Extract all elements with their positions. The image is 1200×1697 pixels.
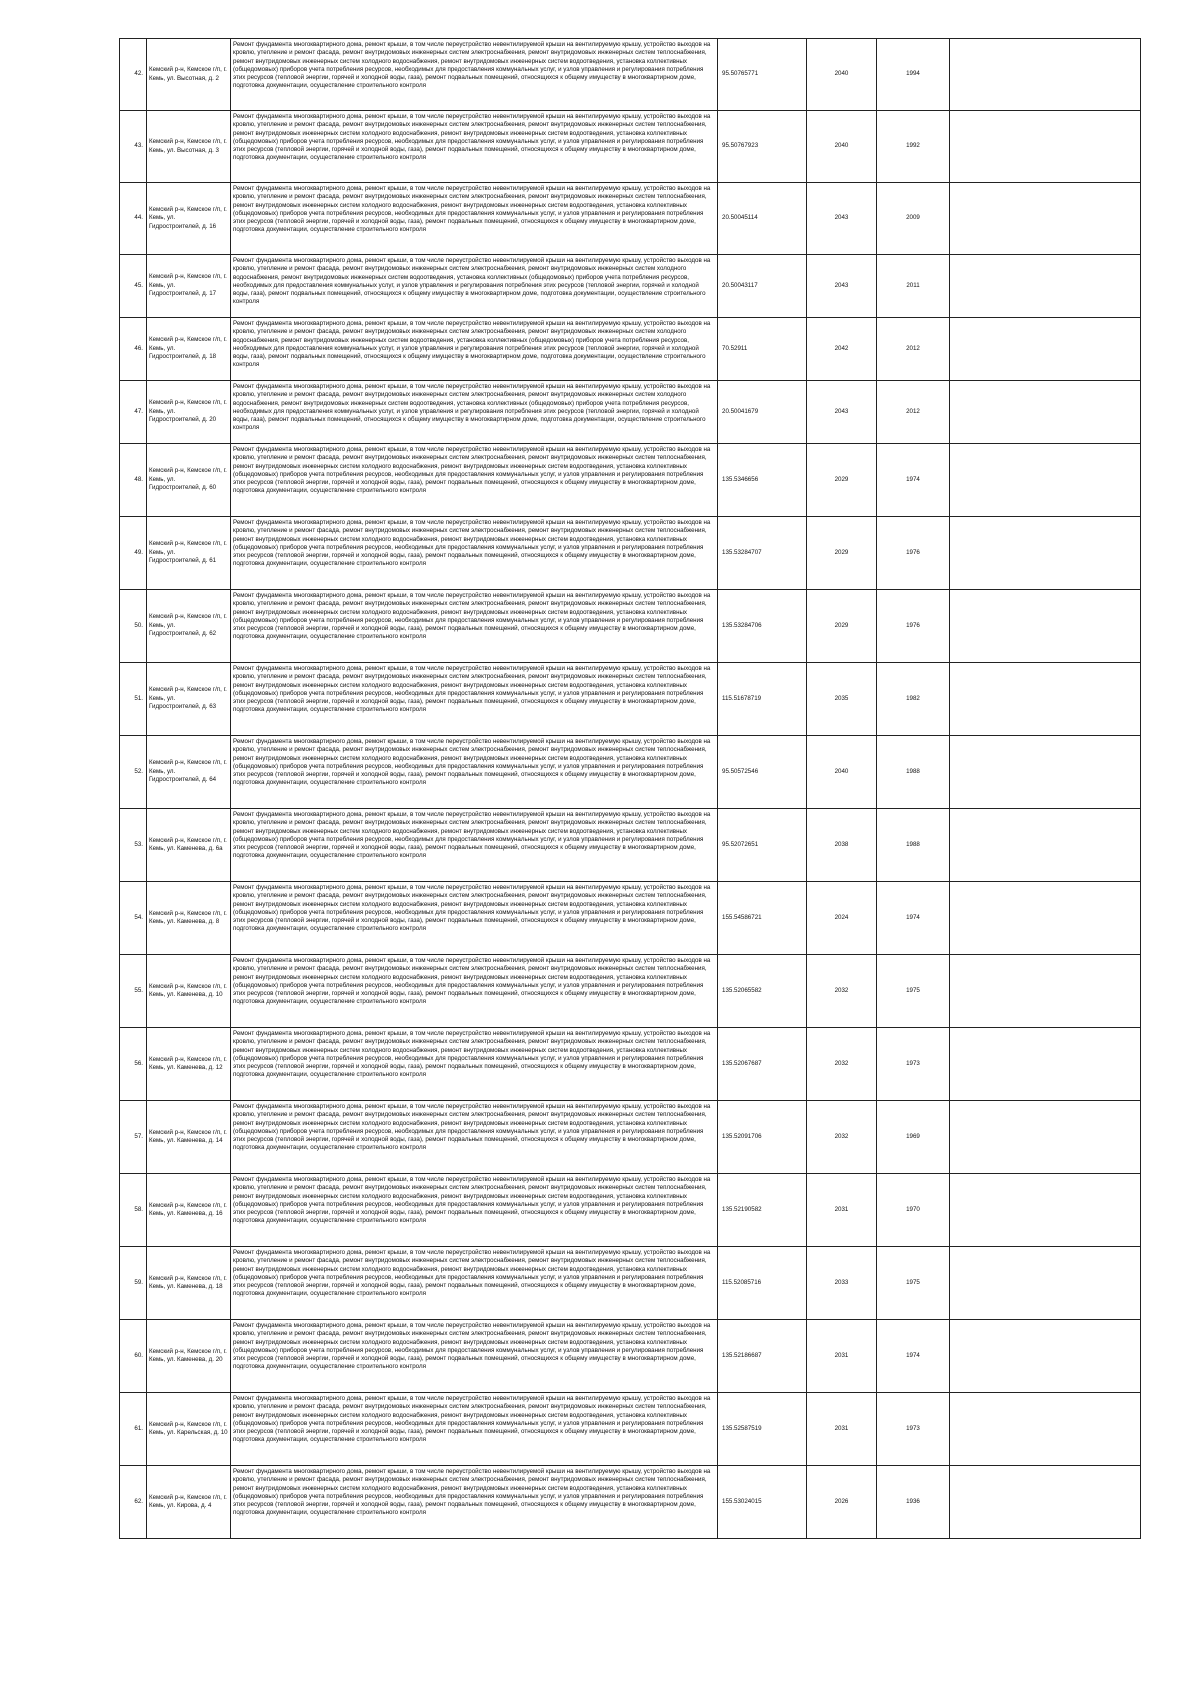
table-row (120, 183, 1141, 255)
table-body (120, 39, 1141, 1539)
table-row (120, 1393, 1141, 1466)
planned-year-cell: 2040 (807, 736, 877, 809)
planned-year-cell: 2042 (807, 318, 877, 381)
works-description-cell: Ремонт фундамента многоквартирного дома, ремонт крыши, в том числе переустройство невентилируемой крыши на вентилируемую крышу, устройство выходов на кровлю, утепление и ремонт фасада, ремонт внутридомовых инженерных систем электроснабжения, ремонт внутридомовых инженерных систем теплоснабжения, ремонт внутридомовых инженерных систем холодного водоснабжения, ремонт внутридомовых инженерных систем водоотведения, установка коллективных (общедомовых) приборов учета потребления ресурсов, необходимых для предоставления коммунальных услуг, и узлов управления и регулирования потребления этих ресурсов (тепловой энергии, горячей и холодной воды, газа), ремонт подвальных помещений, относящихся к общему имуществу в многоквартирном доме, подготовка документации, осуществление строительного контроля (231, 1028, 718, 1101)
commission-year-cell: 1976 (877, 517, 950, 590)
table-row (120, 381, 1141, 444)
planned-year-cell: 2032 (807, 955, 877, 1028)
works-description-cell: Ремонт фундамента многоквартирного дома, ремонт крыши, в том числе переустройство невентилируемой крыши на вентилируемую крышу, устройство выходов на кровлю, утепление и ремонт фасада, ремонт внутридомовых инженерных систем электроснабжения, ремонт внутридомовых инженерных систем холодного водоснабжения, ремонт внутридомовых инженерных систем водоотведения, установка коллективных (общедомовых) приборов учета потребления ресурсов, необходимых для предоставления коммунальных услуг, и узлов управления и регулирования потребления этих ресурсов (тепловой энергии, горячей и холодной воды, газа), ремонт подвальных помещений, относящихся к общему имуществу в многоквартирном доме, подготовка документации, осуществление строительного контроля (231, 318, 718, 381)
address-cell: Кемский р-н, Кемское г/п, г. Кемь, ул. Гидростроителей, д. 60 (147, 444, 231, 517)
row-number: 51. (120, 663, 147, 736)
planned-year-cell: 2040 (807, 39, 877, 111)
planned-year-cell: 2031 (807, 1320, 877, 1393)
table-row (120, 1174, 1141, 1247)
empty-cell (950, 1247, 1141, 1320)
cost-cell: 70.52911 (718, 318, 807, 381)
works-description-cell: Ремонт фундамента многоквартирного дома, ремонт крыши, в том числе переустройство невентилируемой крыши на вентилируемую крышу, устройство выходов на кровлю, утепление и ремонт фасада, ремонт внутридомовых инженерных систем электроснабжения, ремонт внутридомовых инженерных систем теплоснабжения, ремонт внутридомовых инженерных систем холодного водоснабжения, ремонт внутридомовых инженерных систем водоотведения, установка коллективных (общедомовых) приборов учета потребления ресурсов, необходимых для предоставления коммунальных услуг, и узлов управления и регулирования потребления этих ресурсов (тепловой энергии, горячей и холодной воды, газа), ремонт подвальных помещений, относящихся к общему имуществу в многоквартирном доме, подготовка документации, осуществление строительного контроля (231, 1174, 718, 1247)
row-number: 60. (120, 1320, 147, 1393)
table-row (120, 111, 1141, 183)
address-cell: Кемский р-н, Кемское г/п, г. Кемь, ул. Каменева, д. 14 (147, 1101, 231, 1174)
table-row (120, 255, 1141, 318)
empty-cell (950, 517, 1141, 590)
empty-cell (950, 1174, 1141, 1247)
table-row (120, 809, 1141, 882)
commission-year-cell: 1982 (877, 663, 950, 736)
planned-year-cell: 2032 (807, 1101, 877, 1174)
row-number: 53. (120, 809, 147, 882)
commission-year-cell: 1988 (877, 809, 950, 882)
cost-cell: 135.52065582 (718, 955, 807, 1028)
address-cell: Кемский р-н, Кемское г/п, г. Кемь, ул. Гидростроителей, д. 16 (147, 183, 231, 255)
cost-cell: 20.50043117 (718, 255, 807, 318)
address-cell: Кемский р-н, Кемское г/п, г. Кемь, ул. Гидростроителей, д. 18 (147, 318, 231, 381)
planned-year-cell: 2029 (807, 517, 877, 590)
works-description-cell: Ремонт фундамента многоквартирного дома, ремонт крыши, в том числе переустройство невентилируемой крыши на вентилируемую крышу, устройство выходов на кровлю, утепление и ремонт фасада, ремонт внутридомовых инженерных систем электроснабжения, ремонт внутридомовых инженерных систем теплоснабжения, ремонт внутридомовых инженерных систем холодного водоснабжения, ремонт внутридомовых инженерных систем водоотведения, установка коллективных (общедомовых) приборов учета потребления ресурсов, необходимых для предоставления коммунальных услуг, и узлов управления и регулирования потребления этих ресурсов (тепловой энергии, горячей и холодной воды, газа), ремонт подвальных помещений, относящихся к общему имуществу в многоквартирном доме, подготовка документации, осуществление строительного контроля (231, 1393, 718, 1466)
cost-cell: 155.54586721 (718, 882, 807, 955)
empty-cell (950, 1466, 1141, 1539)
planned-year-cell: 2029 (807, 590, 877, 663)
table-row (120, 517, 1141, 590)
address-cell: Кемский р-н, Кемское г/п, г. Кемь, ул. Каменева, д. 18 (147, 1247, 231, 1320)
empty-cell (950, 318, 1141, 381)
table-row (120, 590, 1141, 663)
empty-cell (950, 183, 1141, 255)
works-description-cell: Ремонт фундамента многоквартирного дома, ремонт крыши, в том числе переустройство невентилируемой крыши на вентилируемую крышу, устройство выходов на кровлю, утепление и ремонт фасада, ремонт внутридомовых инженерных систем электроснабжения, ремонт внутридомовых инженерных систем теплоснабжения, ремонт внутридомовых инженерных систем холодного водоснабжения, ремонт внутридомовых инженерных систем водоотведения, установка коллективных (общедомовых) приборов учета потребления ресурсов, необходимых для предоставления коммунальных услуг, и узлов управления и регулирования потребления этих ресурсов (тепловой энергии, горячей и холодной воды, газа), ремонт подвальных помещений, относящихся к общему имуществу в многоквартирном доме, подготовка документации, осуществление строительного контроля (231, 517, 718, 590)
commission-year-cell: 1988 (877, 736, 950, 809)
row-number: 52. (120, 736, 147, 809)
cost-cell: 95.50572546 (718, 736, 807, 809)
empty-cell (950, 381, 1141, 444)
row-number: 46. (120, 318, 147, 381)
cost-cell: 135.52190582 (718, 1174, 807, 1247)
row-number: 42. (120, 39, 147, 111)
table-row (120, 1028, 1141, 1101)
table-row (120, 1247, 1141, 1320)
commission-year-cell: 2011 (877, 255, 950, 318)
row-number: 43. (120, 111, 147, 183)
empty-cell (950, 955, 1141, 1028)
address-cell: Кемский р-н, Кемское г/п, г. Кемь, ул. Гидростроителей, д. 61 (147, 517, 231, 590)
cost-cell: 20.50041679 (718, 381, 807, 444)
cost-cell: 155.53024015 (718, 1466, 807, 1539)
table-row (120, 39, 1141, 111)
empty-cell (950, 444, 1141, 517)
works-description-cell: Ремонт фундамента многоквартирного дома, ремонт крыши, в том числе переустройство невентилируемой крыши на вентилируемую крышу, устройство выходов на кровлю, утепление и ремонт фасада, ремонт внутридомовых инженерных систем электроснабжения, ремонт внутридомовых инженерных систем теплоснабжения, ремонт внутридомовых инженерных систем холодного водоснабжения, ремонт внутридомовых инженерных систем водоотведения, установка коллективных (общедомовых) приборов учета потребления ресурсов, необходимых для предоставления коммунальных услуг, и узлов управления и регулирования потребления этих ресурсов (тепловой энергии, горячей и холодной воды, газа), ремонт подвальных помещений, относящихся к общему имуществу в многоквартирном доме, подготовка документации, осуществление строительного контроля (231, 882, 718, 955)
works-description-cell: Ремонт фундамента многоквартирного дома, ремонт крыши, в том числе переустройство невентилируемой крыши на вентилируемую крышу, устройство выходов на кровлю, утепление и ремонт фасада, ремонт внутридомовых инженерных систем электроснабжения, ремонт внутридомовых инженерных систем теплоснабжения, ремонт внутридомовых инженерных систем холодного водоснабжения, ремонт внутридомовых инженерных систем водоотведения, установка коллективных (общедомовых) приборов учета потребления ресурсов, необходимых для предоставления коммунальных услуг, и узлов управления и регулирования потребления этих ресурсов (тепловой энергии, горячей и холодной воды, газа), ремонт подвальных помещений, относящихся к общему имуществу в многоквартирном доме, подготовка документации, осуществление строительного контроля (231, 955, 718, 1028)
row-number: 50. (120, 590, 147, 663)
planned-year-cell: 2024 (807, 882, 877, 955)
empty-cell (950, 1028, 1141, 1101)
planned-year-cell: 2031 (807, 1393, 877, 1466)
address-cell: Кемский р-н, Кемское г/п, г. Кемь, ул. Гидростроителей, д. 64 (147, 736, 231, 809)
row-number: 54. (120, 882, 147, 955)
address-cell: Кемский р-н, Кемское г/п, г. Кемь, ул. Гидростроителей, д. 17 (147, 255, 231, 318)
table-row (120, 882, 1141, 955)
commission-year-cell: 1994 (877, 39, 950, 111)
empty-cell (950, 255, 1141, 318)
address-cell: Кемский р-н, Кемское г/п, г. Кемь, ул. Каменева, д. 8 (147, 882, 231, 955)
works-description-cell: Ремонт фундамента многоквартирного дома, ремонт крыши, в том числе переустройство невентилируемой крыши на вентилируемую крышу, устройство выходов на кровлю, утепление и ремонт фасада, ремонт внутридомовых инженерных систем электроснабжения, ремонт внутридомовых инженерных систем теплоснабжения, ремонт внутридомовых инженерных систем холодного водоснабжения, ремонт внутридомовых инженерных систем водоотведения, установка коллективных (общедомовых) приборов учета потребления ресурсов, необходимых для предоставления коммунальных услуг, и узлов управления и регулирования потребления этих ресурсов (тепловой энергии, горячей и холодной воды, газа), ремонт подвальных помещений, относящихся к общему имуществу в многоквартирном доме, подготовка документации, осуществление строительного контроля (231, 809, 718, 882)
empty-cell (950, 1393, 1141, 1466)
address-cell: Кемский р-н, Кемское г/п, г. Кемь, ул. Кирова, д. 4 (147, 1466, 231, 1539)
table-row (120, 318, 1141, 381)
commission-year-cell: 1936 (877, 1466, 950, 1539)
planned-year-cell: 2026 (807, 1466, 877, 1539)
cost-cell: 95.50765771 (718, 39, 807, 111)
cost-cell: 135.5346656 (718, 444, 807, 517)
cost-cell: 20.50045114 (718, 183, 807, 255)
table-row (120, 955, 1141, 1028)
commission-year-cell: 1974 (877, 444, 950, 517)
cost-cell: 135.52067687 (718, 1028, 807, 1101)
commission-year-cell: 1973 (877, 1028, 950, 1101)
commission-year-cell: 1974 (877, 1320, 950, 1393)
row-number: 56. (120, 1028, 147, 1101)
row-number: 49. (120, 517, 147, 590)
row-number: 58. (120, 1174, 147, 1247)
row-number: 57. (120, 1101, 147, 1174)
commission-year-cell: 1975 (877, 955, 950, 1028)
cost-cell: 115.52085716 (718, 1247, 807, 1320)
table-row (120, 1101, 1141, 1174)
cost-cell: 135.52587519 (718, 1393, 807, 1466)
commission-year-cell: 1973 (877, 1393, 950, 1466)
works-description-cell: Ремонт фундамента многоквартирного дома, ремонт крыши, в том числе переустройство невентилируемой крыши на вентилируемую крышу, устройство выходов на кровлю, утепление и ремонт фасада, ремонт внутридомовых инженерных систем электроснабжения, ремонт внутридомовых инженерных систем теплоснабжения, ремонт внутридомовых инженерных систем холодного водоснабжения, ремонт внутридомовых инженерных систем водоотведения, установка коллективных (общедомовых) приборов учета потребления ресурсов, необходимых для предоставления коммунальных услуг, и узлов управления и регулирования потребления этих ресурсов (тепловой энергии, горячей и холодной воды, газа), ремонт подвальных помещений, относящихся к общему имуществу в многоквартирном доме, подготовка документации, осуществление строительного контроля (231, 39, 718, 111)
planned-year-cell: 2043 (807, 183, 877, 255)
works-description-cell: Ремонт фундамента многоквартирного дома, ремонт крыши, в том числе переустройство невентилируемой крыши на вентилируемую крышу, устройство выходов на кровлю, утепление и ремонт фасада, ремонт внутридомовых инженерных систем электроснабжения, ремонт внутридомовых инженерных систем теплоснабжения, ремонт внутридомовых инженерных систем холодного водоснабжения, ремонт внутридомовых инженерных систем водоотведения, установка коллективных (общедомовых) приборов учета потребления ресурсов, необходимых для предоставления коммунальных услуг, и узлов управления и регулирования потребления этих ресурсов (тепловой энергии, горячей и холодной воды, газа), ремонт подвальных помещений, относящихся к общему имуществу в многоквартирном доме, подготовка документации, осуществление строительного контроля (231, 111, 718, 183)
address-cell: Кемский р-н, Кемское г/п, г. Кемь, ул. Каменева, д. 12 (147, 1028, 231, 1101)
empty-cell (950, 736, 1141, 809)
cost-cell: 95.52072651 (718, 809, 807, 882)
commission-year-cell: 1976 (877, 590, 950, 663)
commission-year-cell: 2009 (877, 183, 950, 255)
table-row (120, 1320, 1141, 1393)
commission-year-cell: 1974 (877, 882, 950, 955)
row-number: 62. (120, 1466, 147, 1539)
table-row (120, 444, 1141, 517)
row-number: 48. (120, 444, 147, 517)
works-description-cell: Ремонт фундамента многоквартирного дома, ремонт крыши, в том числе переустройство невентилируемой крыши на вентилируемую крышу, устройство выходов на кровлю, утепление и ремонт фасада, ремонт внутридомовых инженерных систем электроснабжения, ремонт внутридомовых инженерных систем теплоснабжения, ремонт внутридомовых инженерных систем холодного водоснабжения, ремонт внутридомовых инженерных систем водоотведения, установка коллективных (общедомовых) приборов учета потребления ресурсов, необходимых для предоставления коммунальных услуг, и узлов управления и регулирования потребления этих ресурсов (тепловой энергии, горячей и холодной воды, газа), ремонт подвальных помещений, относящихся к общему имуществу в многоквартирном доме, подготовка документации, осуществление строительного контроля (231, 736, 718, 809)
cost-cell: 135.52091706 (718, 1101, 807, 1174)
planned-year-cell: 2032 (807, 1028, 877, 1101)
address-cell: Кемский р-н, Кемское г/п, г. Кемь, ул. Гидростроителей, д. 63 (147, 663, 231, 736)
empty-cell (950, 590, 1141, 663)
commission-year-cell: 2012 (877, 381, 950, 444)
works-description-cell: Ремонт фундамента многоквартирного дома, ремонт крыши, в том числе переустройство невентилируемой крыши на вентилируемую крышу, устройство выходов на кровлю, утепление и ремонт фасада, ремонт внутридомовых инженерных систем электроснабжения, ремонт внутридомовых инженерных систем теплоснабжения, ремонт внутридомовых инженерных систем холодного водоснабжения, ремонт внутридомовых инженерных систем водоотведения, установка коллективных (общедомовых) приборов учета потребления ресурсов, необходимых для предоставления коммунальных услуг, и узлов управления и регулирования потребления этих ресурсов (тепловой энергии, горячей и холодной воды, газа), ремонт подвальных помещений, относящихся к общему имуществу в многоквартирном доме, подготовка документации, осуществление строительного контроля (231, 1320, 718, 1393)
commission-year-cell: 1969 (877, 1101, 950, 1174)
planned-year-cell: 2040 (807, 111, 877, 183)
empty-cell (950, 39, 1141, 111)
planned-year-cell: 2033 (807, 1247, 877, 1320)
empty-cell (950, 1320, 1141, 1393)
commission-year-cell: 2012 (877, 318, 950, 381)
address-cell: Кемский р-н, Кемское г/п, г. Кемь, ул. Каменева, д. 10 (147, 955, 231, 1028)
commission-year-cell: 1975 (877, 1247, 950, 1320)
table-row (120, 1466, 1141, 1539)
address-cell: Кемский р-н, Кемское г/п, г. Кемь, ул. Каменева, д. 20 (147, 1320, 231, 1393)
works-description-cell: Ремонт фундамента многоквартирного дома, ремонт крыши, в том числе переустройство невентилируемой крыши на вентилируемую крышу, устройство выходов на кровлю, утепление и ремонт фасада, ремонт внутридомовых инженерных систем электроснабжения, ремонт внутридомовых инженерных систем холодного водоснабжения, ремонт внутридомовых инженерных систем водоотведения, установка коллективных (общедомовых) приборов учета потребления ресурсов, необходимых для предоставления коммунальных услуг, и узлов управления и регулирования потребления этих ресурсов (тепловой энергии, горячей и холодной воды, газа), ремонт подвальных помещений, относящихся к общему имуществу в многоквартирном доме, подготовка документации, осуществление строительного контроля (231, 255, 718, 318)
row-number: 47. (120, 381, 147, 444)
address-cell: Кемский р-н, Кемское г/п, г. Кемь, ул. Высотная, д. 3 (147, 111, 231, 183)
works-description-cell: Ремонт фундамента многоквартирного дома, ремонт крыши, в том числе переустройство невентилируемой крыши на вентилируемую крышу, устройство выходов на кровлю, утепление и ремонт фасада, ремонт внутридомовых инженерных систем электроснабжения, ремонт внутридомовых инженерных систем теплоснабжения, ремонт внутридомовых инженерных систем холодного водоснабжения, ремонт внутридомовых инженерных систем водоотведения, установка коллективных (общедомовых) приборов учета потребления ресурсов, необходимых для предоставления коммунальных услуг, и узлов управления и регулирования потребления этих ресурсов (тепловой энергии, горячей и холодной воды, газа), ремонт подвальных помещений, относящихся к общему имуществу в многоквартирном доме, подготовка документации, осуществление строительного контроля (231, 183, 718, 255)
planned-year-cell: 2035 (807, 663, 877, 736)
cost-cell: 135.53284706 (718, 590, 807, 663)
address-cell: Кемский р-н, Кемское г/п, г. Кемь, ул. Каменева, д. 6а (147, 809, 231, 882)
empty-cell (950, 1101, 1141, 1174)
planned-year-cell: 2043 (807, 255, 877, 318)
empty-cell (950, 882, 1141, 955)
planned-year-cell: 2029 (807, 444, 877, 517)
empty-cell (950, 663, 1141, 736)
row-number: 44. (120, 183, 147, 255)
cost-cell: 115.51678719 (718, 663, 807, 736)
commission-year-cell: 1970 (877, 1174, 950, 1247)
address-cell: Кемский р-н, Кемское г/п, г. Кемь, ул. Гидростроителей, д. 20 (147, 381, 231, 444)
row-number: 59. (120, 1247, 147, 1320)
empty-cell (950, 809, 1141, 882)
cost-cell: 135.52186687 (718, 1320, 807, 1393)
cost-cell: 135.53284707 (718, 517, 807, 590)
planned-year-cell: 2031 (807, 1174, 877, 1247)
works-description-cell: Ремонт фундамента многоквартирного дома, ремонт крыши, в том числе переустройство невентилируемой крыши на вентилируемую крышу, устройство выходов на кровлю, утепление и ремонт фасада, ремонт внутридомовых инженерных систем электроснабжения, ремонт внутридомовых инженерных систем теплоснабжения, ремонт внутридомовых инженерных систем холодного водоснабжения, ремонт внутридомовых инженерных систем водоотведения, установка коллективных (общедомовых) приборов учета потребления ресурсов, необходимых для предоставления коммунальных услуг, и узлов управления и регулирования потребления этих ресурсов (тепловой энергии, горячей и холодной воды, газа), ремонт подвальных помещений, относящихся к общему имуществу в многоквартирном доме, подготовка документации, осуществление строительного контроля (231, 663, 718, 736)
row-number: 55. (120, 955, 147, 1028)
works-description-cell: Ремонт фундамента многоквартирного дома, ремонт крыши, в том числе переустройство невентилируемой крыши на вентилируемую крышу, устройство выходов на кровлю, утепление и ремонт фасада, ремонт внутридомовых инженерных систем электроснабжения, ремонт внутридомовых инженерных систем теплоснабжения, ремонт внутридомовых инженерных систем холодного водоснабжения, ремонт внутридомовых инженерных систем водоотведения, установка коллективных (общедомовых) приборов учета потребления ресурсов, необходимых для предоставления коммунальных услуг, и узлов управления и регулирования потребления этих ресурсов (тепловой энергии, горячей и холодной воды, газа), ремонт подвальных помещений, относящихся к общему имуществу в многоквартирном доме, подготовка документации, осуществление строительного контроля (231, 444, 718, 517)
document-table (119, 38, 1141, 1539)
planned-year-cell: 2043 (807, 381, 877, 444)
cost-cell: 95.50767923 (718, 111, 807, 183)
commission-year-cell: 1992 (877, 111, 950, 183)
works-description-cell: Ремонт фундамента многоквартирного дома, ремонт крыши, в том числе переустройство невентилируемой крыши на вентилируемую крышу, устройство выходов на кровлю, утепление и ремонт фасада, ремонт внутридомовых инженерных систем электроснабжения, ремонт внутридомовых инженерных систем теплоснабжения, ремонт внутридомовых инженерных систем холодного водоснабжения, ремонт внутридомовых инженерных систем водоотведения, установка коллективных (общедомовых) приборов учета потребления ресурсов, необходимых для предоставления коммунальных услуг, и узлов управления и регулирования потребления этих ресурсов (тепловой энергии, горячей и холодной воды, газа), ремонт подвальных помещений, относящихся к общему имуществу в многоквартирном доме, подготовка документации, осуществление строительного контроля (231, 590, 718, 663)
works-description-cell: Ремонт фундамента многоквартирного дома, ремонт крыши, в том числе переустройство невентилируемой крыши на вентилируемую крышу, устройство выходов на кровлю, утепление и ремонт фасада, ремонт внутридомовых инженерных систем электроснабжения, ремонт внутридомовых инженерных систем теплоснабжения, ремонт внутридомовых инженерных систем холодного водоснабжения, ремонт внутридомовых инженерных систем водоотведения, установка коллективных (общедомовых) приборов учета потребления ресурсов, необходимых для предоставления коммунальных услуг, и узлов управления и регулирования потребления этих ресурсов (тепловой энергии, горячей и холодной воды, газа), ремонт подвальных помещений, относящихся к общему имуществу в многоквартирном доме, подготовка документации, осуществление строительного контроля (231, 1101, 718, 1174)
row-number: 61. (120, 1393, 147, 1466)
empty-cell (950, 111, 1141, 183)
address-cell: Кемский р-н, Кемское г/п, г. Кемь, ул. Гидростроителей, д. 62 (147, 590, 231, 663)
address-cell: Кемский р-н, Кемское г/п, г. Кемь, ул. Высотная, д. 2 (147, 39, 231, 111)
row-number: 45. (120, 255, 147, 318)
table-row (120, 663, 1141, 736)
address-cell: Кемский р-н, Кемское г/п, г. Кемь, ул. Каменева, д. 16 (147, 1174, 231, 1247)
works-description-cell: Ремонт фундамента многоквартирного дома, ремонт крыши, в том числе переустройство невентилируемой крыши на вентилируемую крышу, устройство выходов на кровлю, утепление и ремонт фасада, ремонт внутридомовых инженерных систем электроснабжения, ремонт внутридомовых инженерных систем теплоснабжения, ремонт внутридомовых инженерных систем холодного водоснабжения, ремонт внутридомовых инженерных систем водоотведения, установка коллективных (общедомовых) приборов учета потребления ресурсов, необходимых для предоставления коммунальных услуг, и узлов управления и регулирования потребления этих ресурсов (тепловой энергии, горячей и холодной воды, газа), ремонт подвальных помещений, относящихся к общему имуществу в многоквартирном доме, подготовка документации, осуществление строительного контроля (231, 1466, 718, 1539)
table-row (120, 736, 1141, 809)
works-description-cell: Ремонт фундамента многоквартирного дома, ремонт крыши, в том числе переустройство невентилируемой крыши на вентилируемую крышу, устройство выходов на кровлю, утепление и ремонт фасада, ремонт внутридомовых инженерных систем электроснабжения, ремонт внутридомовых инженерных систем теплоснабжения, ремонт внутридомовых инженерных систем холодного водоснабжения, ремонт внутридомовых инженерных систем водоотведения, установка коллективных (общедомовых) приборов учета потребления ресурсов, необходимых для предоставления коммунальных услуг, и узлов управления и регулирования потребления этих ресурсов (тепловой энергии, горячей и холодной воды, газа), ремонт подвальных помещений, относящихся к общему имуществу в многоквартирном доме, подготовка документации, осуществление строительного контроля (231, 1247, 718, 1320)
works-description-cell: Ремонт фундамента многоквартирного дома, ремонт крыши, в том числе переустройство невентилируемой крыши на вентилируемую крышу, устройство выходов на кровлю, утепление и ремонт фасада, ремонт внутридомовых инженерных систем электроснабжения, ремонт внутридомовых инженерных систем холодного водоснабжения, ремонт внутридомовых инженерных систем водоотведения, установка коллективных (общедомовых) приборов учета потребления ресурсов, необходимых для предоставления коммунальных услуг, и узлов управления и регулирования потребления этих ресурсов (тепловой энергии, горячей и холодной воды, газа), ремонт подвальных помещений, относящихся к общему имуществу в многоквартирном доме, подготовка документации, осуществление строительного контроля (231, 381, 718, 444)
address-cell: Кемский р-н, Кемское г/п, г. Кемь, ул. Карельская, д. 10 (147, 1393, 231, 1466)
planned-year-cell: 2038 (807, 809, 877, 882)
